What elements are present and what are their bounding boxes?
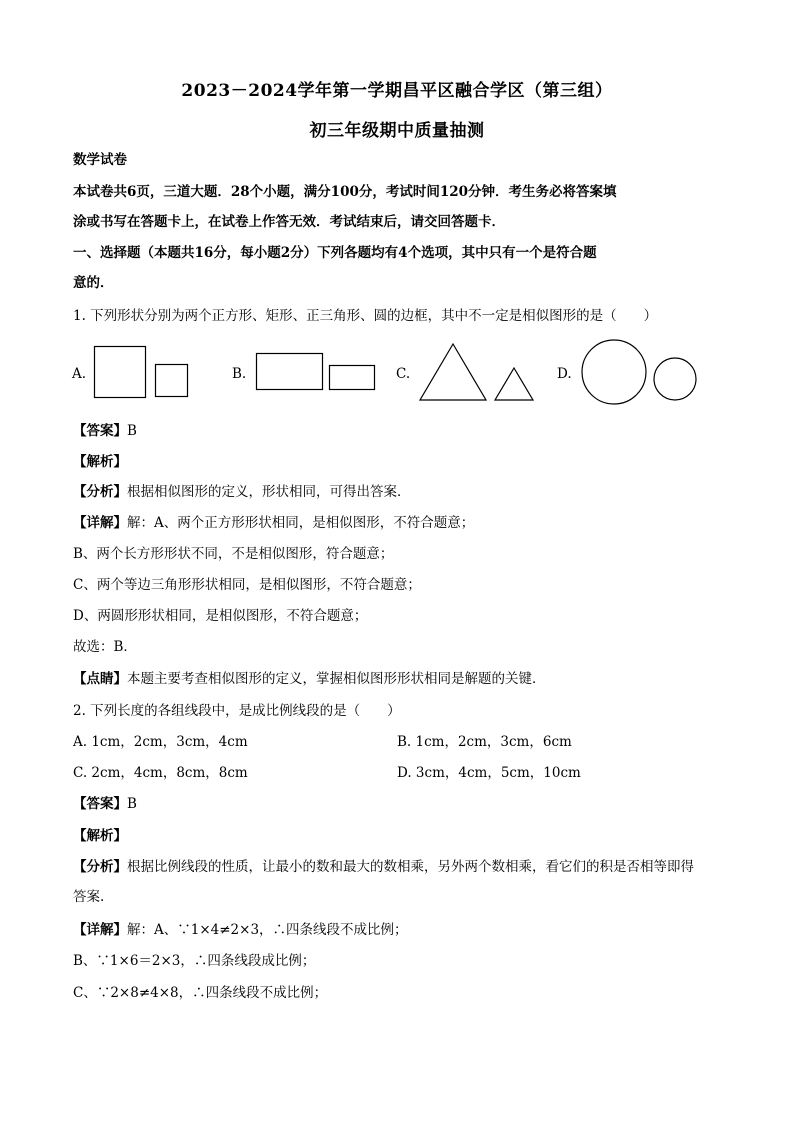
analysis-tag: 【解析】 xyxy=(73,454,127,470)
section1-heading-line1: 一、选择题（本题共16分，每小题2分）下列各题均有4个选项，其中只有一个是符合题 xyxy=(73,245,597,261)
q1-answer-line xyxy=(73,421,723,441)
q2-fenxi-line2: 答案. xyxy=(73,889,105,905)
q1-option-c-label: C. xyxy=(396,366,411,382)
q1-option-b-label: B. xyxy=(232,366,247,382)
fenxi-tag: 【分析】 xyxy=(73,859,127,875)
q2-answer-line xyxy=(73,794,723,814)
q2-xiangjie-line xyxy=(73,920,723,940)
large-square xyxy=(95,347,146,398)
q2-answer: B xyxy=(127,796,137,812)
instructions-line2: 涂或书写在答题卡上，在试卷上作答无效．考试结束后，请交回答题卡． xyxy=(73,214,505,230)
q1-option-b-figure xyxy=(252,350,382,394)
q1-xiangjie-line xyxy=(73,513,723,533)
xiangjie-tag: 【详解】 xyxy=(73,515,127,531)
q2-stem: 2. 下列长度的各组线段中，是成比例线段的是（ ） xyxy=(73,703,401,719)
small-triangle xyxy=(495,368,533,400)
answer-tag: 【答案】 xyxy=(73,423,127,439)
analysis-tag: 【解析】 xyxy=(73,828,127,844)
q1-dianjing-line xyxy=(73,669,723,689)
q1-option-a-figure xyxy=(90,342,200,402)
q1-stem: 1. 下列形状分别为两个正方形、矩形、正三角形、圆的边框，其中不一定是相似图形的是（ ） xyxy=(73,308,658,324)
q1-line-b: B、两个长方形形状不同，不是相似图形，符合题意； xyxy=(73,546,394,562)
q2-fenxi-text1: 根据比例线段的性质，让最小的数和最大的数相乘，另外两个数相乘，看它们的积是否相等即得 xyxy=(127,859,694,875)
instructions-line1: 本试卷共6页，三道大题．28个小题，满分100分，考试时间120分钟．考生务必将答案填 xyxy=(73,184,617,200)
q2-line-c: C、∵2×8≠4×8，∴四条线段不成比例； xyxy=(73,985,328,1001)
q2-line-b: B、∵1×6＝2×3，∴四条线段成比例； xyxy=(73,953,316,969)
q1-fenxi-line xyxy=(73,482,723,502)
q1-dianjing-text: 本题主要考查相似图形的定义，掌握相似图形形状相同是解题的关键． xyxy=(127,671,546,687)
q1-option-a-label: A. xyxy=(72,366,87,382)
small-square xyxy=(156,365,188,397)
q2-option-d: D. 3cm，4cm，5cm，10cm xyxy=(397,765,581,781)
small-rectangle xyxy=(330,366,375,390)
q2-fenxi-line1 xyxy=(73,857,723,877)
q1-analysis-tag xyxy=(73,452,723,472)
subject-label: 数学试卷 xyxy=(73,152,127,168)
q1-line-d: D、两圆形形状相同，是相似图形，不符合题意； xyxy=(73,608,368,624)
answer-tag: 【答案】 xyxy=(73,796,127,812)
q2-option-c: C. 2cm，4cm，8cm，8cm xyxy=(73,765,248,781)
q1-xiangjie-text: 解：A、两个正方形形状相同，是相似图形，不符合题意； xyxy=(127,515,475,531)
exam-title-line2: 初三年级期中质量抽测 xyxy=(309,121,485,141)
q2-xiangjie-text: 解：A、∵1×4≠2×3，∴四条线段不成比例； xyxy=(127,922,408,938)
q1-line-c: C、两个等边三角形形状相同，是相似图形，不符合题意； xyxy=(73,577,421,593)
q1-choose: 故选：B． xyxy=(73,639,137,655)
q2-option-a: A. 1cm，2cm，3cm，4cm xyxy=(73,734,248,750)
exam-title-line1: 2023－2024学年第一学期昌平区融合学区（第三组） xyxy=(181,81,613,101)
small-circle xyxy=(654,358,696,400)
q2-analysis-tag xyxy=(73,826,723,846)
q1-option-c-figure xyxy=(416,340,540,404)
q1-answer: B xyxy=(127,423,137,439)
q1-option-d-label: D. xyxy=(557,366,572,382)
section1-heading-line2: 意的． xyxy=(73,275,114,291)
large-rectangle xyxy=(257,354,323,390)
dianjing-tag: 【点睛】 xyxy=(73,671,127,687)
large-circle xyxy=(582,340,646,404)
q1-fenxi-text: 根据相似图形的定义，形状相同，可得出答案． xyxy=(127,484,411,500)
large-triangle xyxy=(420,344,486,400)
q2-option-b: B. 1cm，2cm，3cm，6cm xyxy=(397,734,572,750)
q1-option-d-figure xyxy=(578,337,702,407)
fenxi-tag: 【分析】 xyxy=(73,484,127,500)
xiangjie-tag: 【详解】 xyxy=(73,922,127,938)
